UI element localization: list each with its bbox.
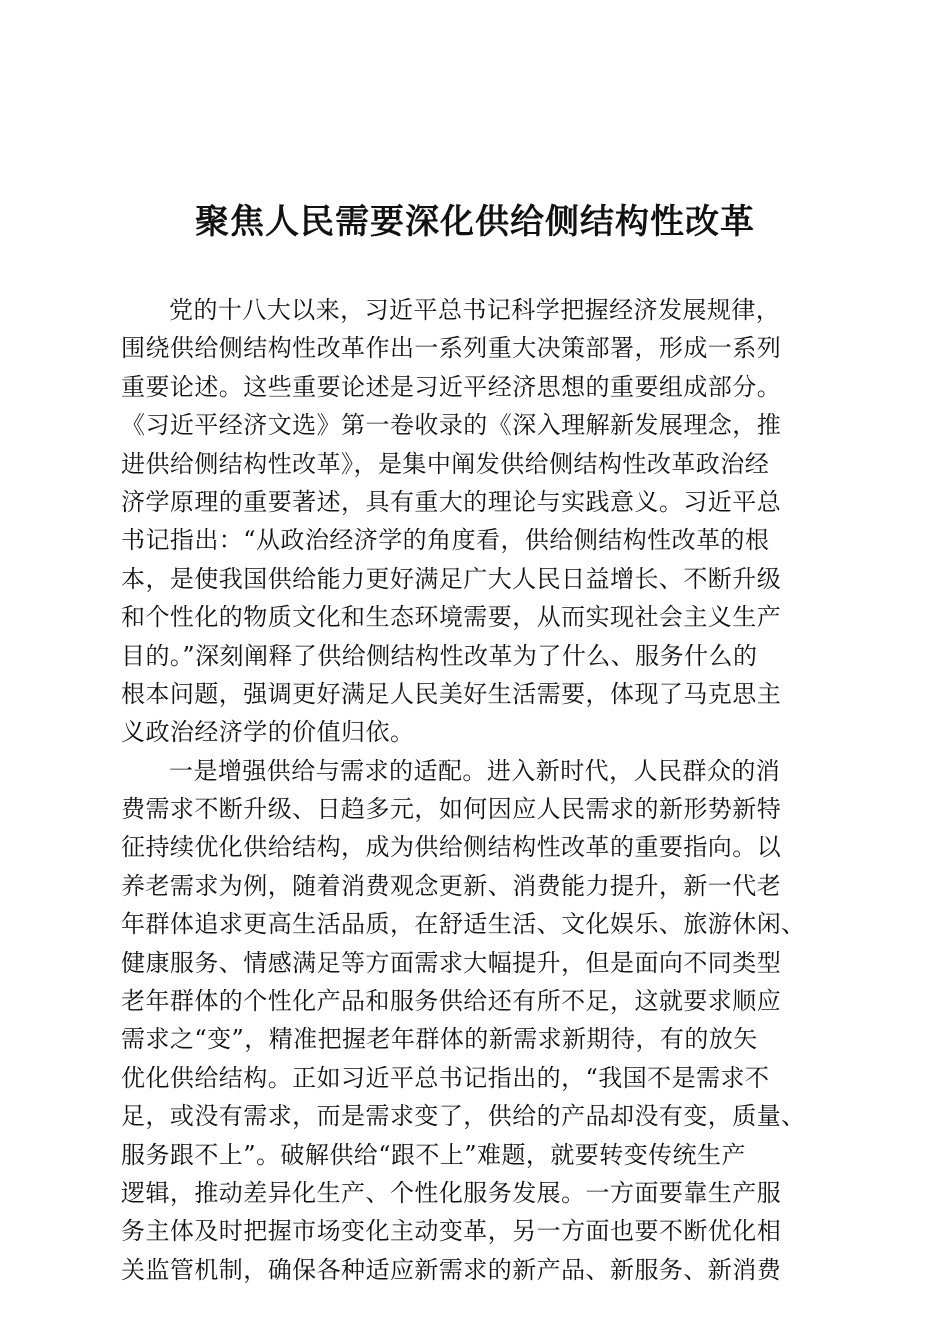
paragraph-2-line-11: 服务跟不上”。破解供给“跟不上”难题，就要转变传统生产	[121, 1140, 746, 1169]
paragraph-2-line-13: 务主体及时把握市场变化主动变革，另一方面也要不断优化相	[121, 1217, 782, 1246]
paragraph-1-line-12: 义政治经济学的价值归依。	[121, 718, 415, 747]
paragraph-2-line-10: 足，或没有需求，而是需求变了，供给的产品却没有变，质量、	[121, 1102, 806, 1131]
paragraph-2-line-3: 征持续优化供给结构，成为供给侧结构性改革的重要指向。以	[121, 833, 782, 862]
paragraph-1-line-6: 济学原理的重要著述，具有重大的理论与实践意义。习近平总	[121, 487, 782, 516]
paragraph-2-line-7: 老年群体的个性化产品和服务供给还有所不足，这就要求顺应	[121, 987, 782, 1016]
paragraph-1-line-1: 党的十八大以来，习近平总书记科学把握经济发展规律，	[169, 296, 781, 324]
paragraph-1-line-7: 书记指出：“从政治经济学的角度看，供给侧结构性改革的根	[121, 526, 770, 555]
paragraph-1-line-2: 围绕供给侧结构性改革作出一系列重大决策部署，形成一系列	[121, 334, 782, 363]
paragraph-2-line-2: 费需求不断升级、日趋多元，如何因应人民需求的新形势新特	[121, 795, 782, 824]
paragraph-2-line-12: 逻辑，推动差异化生产、个性化服务发展。一方面要靠生产服	[121, 1178, 782, 1207]
paragraph-2-line-1: 一是增强供给与需求的适配。进入新时代，人民群众的消	[169, 756, 781, 785]
document-body	[121, 291, 821, 1289]
paragraph-2-line-9: 优化供给结构。正如习近平总书记指出的，“我国不是需求不	[121, 1063, 770, 1092]
paragraph-1-line-4: 《习近平经济文选》第一卷收录的《深入理解新发展理念，推	[121, 411, 782, 440]
paragraph-2-line-6: 健康服务、情感满足等方面需求大幅提升，但是面向不同类型	[121, 948, 782, 977]
paragraph-2-line-8: 需求之“变”，精准把握老年群体的新需求新期待，有的放矢	[121, 1025, 758, 1054]
paragraph-2-line-4: 养老需求为例，随着消费观念更新、消费能力提升，新一代老	[121, 871, 782, 900]
paragraph-2-line-14: 关监管机制，确保各种适应新需求的新产品、新服务、新消费	[121, 1255, 782, 1284]
paragraph-2-line-5: 年群体追求更高生活品质，在舒适生活、文化娱乐、旅游休闲、	[121, 910, 806, 939]
paragraph-1-line-11: 根本问题，强调更好满足人民美好生活需要，体现了马克思主	[121, 679, 782, 708]
document-title: 聚焦人民需要深化供给侧结构性改革	[195, 202, 755, 242]
paragraph-1-line-5: 进供给侧结构性改革》，是集中阐发供给侧结构性改革政治经	[121, 449, 770, 478]
paragraph-1-line-9: 和个性化的物质文化和生态环境需要，从而实现社会主义生产	[121, 603, 782, 632]
paragraph-1-line-10: 目的。”深刻阐释了供给侧结构性改革为了什么、服务什么的	[121, 641, 758, 670]
paragraph-1-line-3: 重要论述。这些重要论述是习近平经济思想的重要组成部分。	[121, 372, 782, 401]
paragraph-1-line-8: 本，是使我国供给能力更好满足广大人民日益增长、不断升级	[121, 564, 782, 593]
